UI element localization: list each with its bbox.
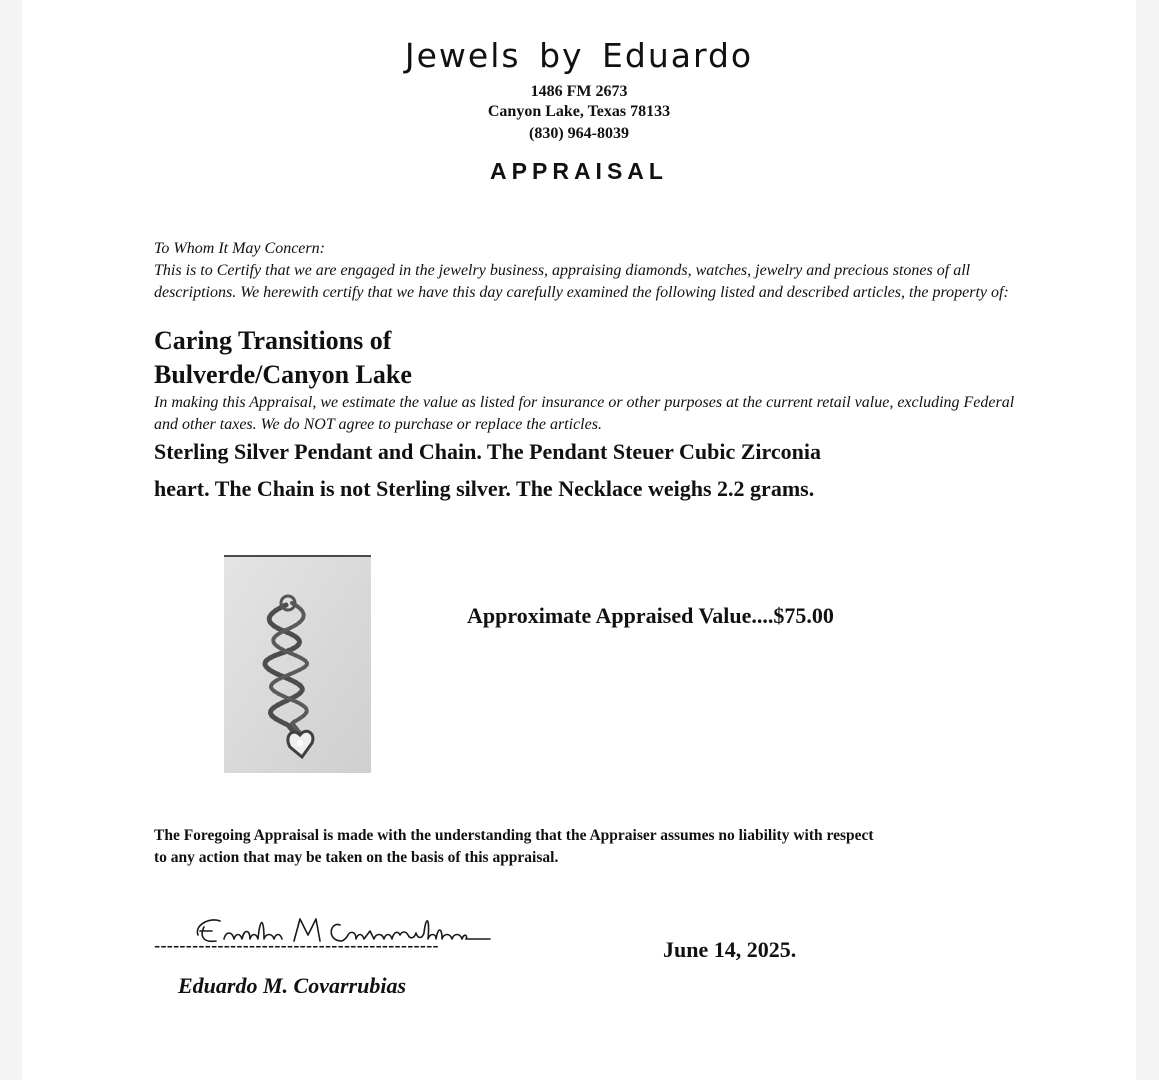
phone-number: (830) 964-8039 [529,125,629,142]
item-description-line-2: heart. The Chain is not Sterling silver. The Necklace weighs 2.2 grams. [154,476,815,501]
property-owner [154,324,854,392]
valuation-statement: In making this Appraisal, we estimate the value as listed for insurance or other purposes at the current retail value, excluding Federal and other taxes. We do NOT agree to purchase or replace the articles. [154,394,1015,433]
property-owner-line-1: Caring Transitions of [154,326,392,355]
salutation: To Whom It May Concern: [154,240,325,257]
address-line-2: Canyon Lake, Texas 78133 [487,103,671,120]
appraisal-date: June 14, 2025. [663,937,797,962]
liability-disclaimer [154,825,1014,869]
company-name: Jewels by Eduardo [404,36,754,75]
item-description [154,433,954,507]
certification-statement: This is to Certify that we are engaged in the jewelry business, appraising diamonds, watches, jewelry and precious stones of all descriptions. We herewith certify that we have this day carefully examined the following listed and described articles, the property of: [154,262,1009,301]
necklace-photo [224,555,371,773]
item-description-line-1: Sterling Silver Pendant and Chain. The Pendant Steuer Cubic Zirconia [154,439,822,464]
address-line-1: 1486 FM 2673 [530,83,628,100]
property-owner-line-2: Bulverde/Canyon Lake [154,360,412,389]
necklace-with-heart-pendant-image [224,557,371,773]
signature-line: --------------------------------------------- [154,936,439,957]
appraised-value: Approximate Appraised Value....$75.00 [467,603,834,628]
disclaimer-line-2: to any action that may be taken on the basis of this appraisal. [154,849,559,866]
appraiser-name: Eduardo M. Covarrubias [178,973,407,998]
disclaimer-line-1: The Foregoing Appraisal is made with the understanding that the Appraiser assumes no liability with respect [154,827,874,844]
appraisal-document [22,0,1136,1080]
document-title: APPRAISAL [490,158,668,184]
